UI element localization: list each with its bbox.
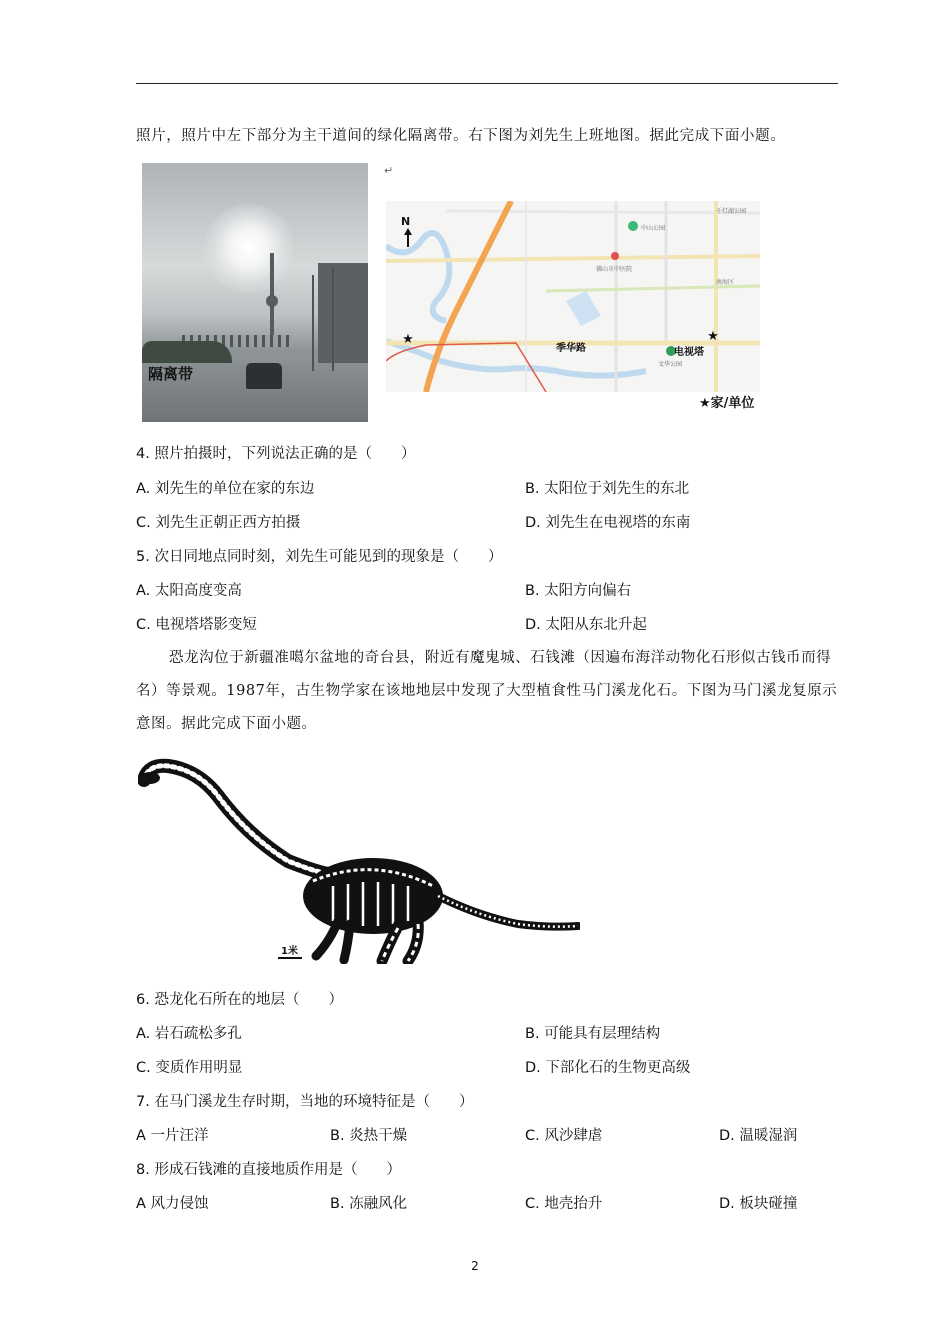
road-label-jihua: 季华路 bbox=[556, 343, 586, 354]
question-7-option-c: C. 风沙肆虐 bbox=[525, 1128, 603, 1144]
commute-map bbox=[386, 201, 760, 392]
svg-text:★: ★ bbox=[402, 332, 414, 347]
paragraph-mark: ↵ bbox=[384, 164, 394, 177]
question-6-option-a: A. 岩石疏松多孔 bbox=[136, 1026, 242, 1042]
question-4-option-c: C. 刘先生正朝正西方拍摄 bbox=[136, 515, 301, 531]
isolation-belt-label: 隔离带 bbox=[148, 365, 194, 383]
page-number: 2 bbox=[471, 1259, 479, 1273]
dino-svg bbox=[138, 756, 580, 964]
svg-text:★: ★ bbox=[707, 329, 719, 344]
question-4-option-d: D. 刘先生在电视塔的东南 bbox=[525, 515, 691, 531]
question-8-option-b: B. 冻融风化 bbox=[330, 1196, 408, 1212]
street-lamp bbox=[332, 267, 334, 371]
map-legend: ★家/单位 bbox=[699, 396, 755, 411]
question-6-option-d: D. 下部化石的生物更高级 bbox=[525, 1060, 691, 1076]
question-5-stem: 5. 次日同地点同时刻，刘先生可能见到的现象是（ ） bbox=[136, 549, 503, 565]
intro-line: 照片，照片中左下部分为主干道间的绿化隔离带。右下图为刘先生上班地图。据此完成下面小题。 bbox=[136, 128, 786, 144]
car bbox=[246, 363, 282, 389]
street-lamp bbox=[312, 275, 314, 371]
question-6-option-c: C. 变质作用明显 bbox=[136, 1060, 243, 1076]
park-label-qiandeng: 千灯湖公园 bbox=[716, 208, 747, 215]
map-svg bbox=[386, 201, 760, 392]
question-4-stem: 4. 照片拍摄时，下列说法正确的是（ ） bbox=[136, 446, 416, 462]
question-5-option-b: B. 太阳方向偏右 bbox=[525, 583, 632, 599]
passage: 恐龙沟位于新疆准噶尔盆地的奇台县，附近有魔鬼城、石钱滩（因遍布海洋动物化石形似古钱币而得名）等景观。1987年，古生物学家在该地地层中发现了大型植食性马门溪龙化石。下图为马门溪龙复原示意图。据此完成下面小题。 bbox=[136, 650, 838, 732]
street-photo bbox=[142, 163, 368, 422]
north-label: N bbox=[401, 215, 411, 228]
question-8-stem: 8. 形成石钱滩的直接地质作用是（ ） bbox=[136, 1162, 401, 1178]
question-7-option-a: A 一片汪洋 bbox=[136, 1128, 209, 1144]
hospital-label: 佛山市中医院 bbox=[596, 266, 633, 273]
question-8-option-a: A 风力侵蚀 bbox=[136, 1196, 209, 1212]
question-5-option-d: D. 太阳从东北升起 bbox=[525, 617, 647, 633]
sun bbox=[204, 203, 294, 293]
question-8-option-d: D. 板块碰撞 bbox=[719, 1196, 798, 1212]
question-4-option-b: B. 太阳位于刘先生的东北 bbox=[525, 481, 690, 497]
question-7-option-d: D. 温暖湿润 bbox=[719, 1128, 798, 1144]
park-label-zhongshan: 中山公园 bbox=[641, 225, 666, 232]
question-5-option-a: A. 太阳高度变高 bbox=[136, 583, 242, 599]
question-7-option-b: B. 炎热干燥 bbox=[330, 1128, 408, 1144]
question-4-option-a: A. 刘先生的单位在家的东边 bbox=[136, 481, 315, 497]
header-rule bbox=[136, 83, 838, 84]
question-7-stem: 7. 在马门溪龙生存时期，当地的环境特征是（ ） bbox=[136, 1094, 474, 1110]
question-8-option-c: C. 地壳抬升 bbox=[525, 1196, 603, 1212]
district-label: 南海区 bbox=[716, 279, 735, 286]
question-6-option-b: B. 可能具有层理结构 bbox=[525, 1026, 661, 1042]
tv-tower-ball bbox=[266, 295, 278, 307]
question-5-option-c: C. 电视塔塔影变短 bbox=[136, 617, 257, 633]
question-6-stem: 6. 恐龙化石所在的地层（ ） bbox=[136, 992, 343, 1008]
park-label-wenhua: 文华公园 bbox=[658, 361, 683, 368]
mamenchisaurus-illustration bbox=[138, 756, 580, 964]
scale-label: 1米 bbox=[281, 946, 298, 957]
tower-label: 电视塔 bbox=[674, 347, 704, 358]
